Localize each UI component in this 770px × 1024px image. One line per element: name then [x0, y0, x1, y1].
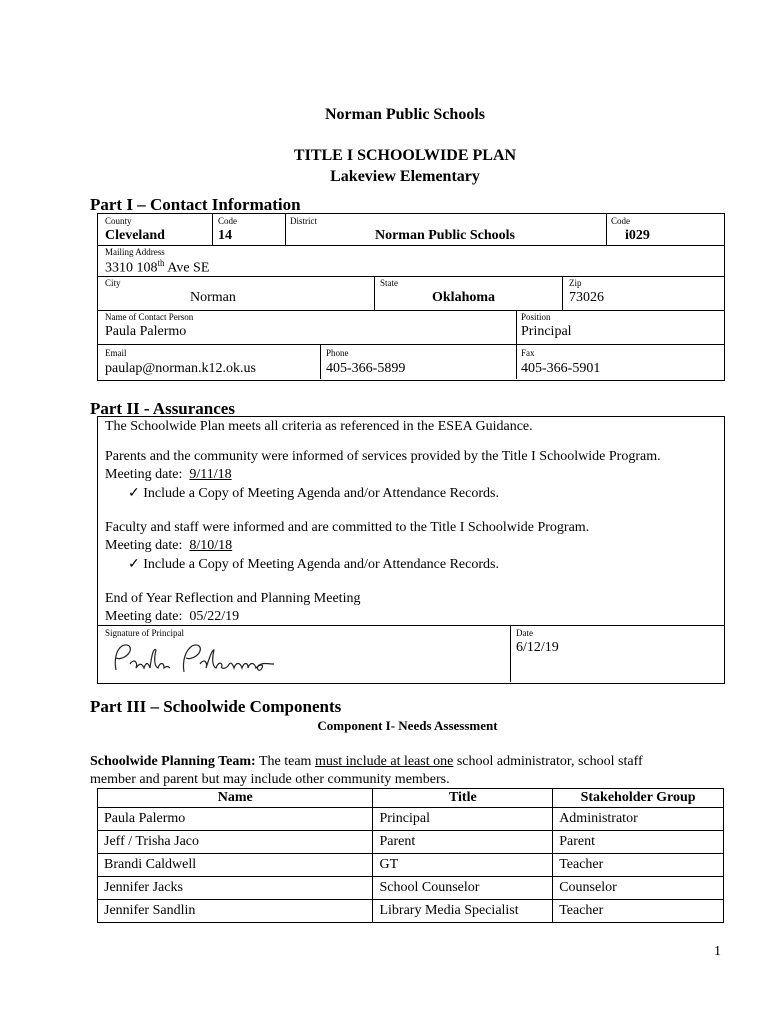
cell-group: Teacher [553, 854, 724, 877]
cell-title: Principal [373, 808, 553, 831]
assurance-line-4: End of Year Reflection and Planning Meeting [105, 591, 361, 606]
county-code-label: Code [218, 216, 237, 226]
mailing-label: Mailing Address [105, 247, 165, 257]
cell-group: Teacher [553, 900, 724, 923]
county-value: Cleveland [105, 228, 165, 243]
district-label: District [290, 216, 317, 226]
county-code-value: 14 [218, 228, 232, 243]
meeting-date-1: Meeting date: 9/11/18 [105, 467, 232, 482]
email-value: paulap@norman.k12.ok.us [105, 361, 256, 376]
position-label: Position [521, 312, 551, 322]
phone-label: Phone [326, 348, 349, 358]
table-row [98, 900, 724, 923]
column-header-name: Name [98, 789, 373, 808]
email-label: Email [105, 348, 127, 358]
contact-value: Paula Palermo [105, 324, 187, 339]
principal-signature [104, 640, 294, 678]
column-header-title: Title [373, 789, 553, 808]
part2-heading: Part II - Assurances [90, 399, 235, 418]
cell-name: Jennifer Jacks [98, 877, 373, 900]
fax-value: 405-366-5901 [521, 361, 601, 376]
column-header-stakeholder: Stakeholder Group [553, 789, 724, 808]
page-number: 1 [714, 944, 721, 959]
cell-name: Paula Palermo [98, 808, 373, 831]
assurance-line-1: The Schoolwide Plan meets all criteria as referenced in the ESEA Guidance. [105, 419, 533, 434]
cell-title: Parent [373, 831, 553, 854]
county-label: County [105, 216, 132, 226]
table-row [98, 808, 724, 831]
mailing-value: 3310 108th Ave SE [105, 258, 210, 276]
cell-group: Counselor [553, 877, 724, 900]
fax-label: Fax [521, 348, 535, 358]
table-row [98, 831, 724, 854]
part3-heading: Part III – Schoolwide Components [90, 697, 342, 716]
date-label: Date [516, 628, 533, 638]
cell-group: Parent [553, 831, 724, 854]
cell-title: GT [373, 854, 553, 877]
phone-value: 405-366-5899 [326, 361, 406, 376]
date-value: 6/12/19 [516, 640, 559, 655]
school-name: Lakeview Elementary [330, 168, 480, 185]
check-item-2: ✓ Include a Copy of Meeting Agenda and/or Attendance Records. [128, 557, 499, 572]
signature-label: Signature of Principal [105, 628, 184, 638]
district-code-label: Code [611, 216, 630, 226]
team-text-line-2: member and parent but may include other community members. [90, 772, 450, 787]
cell-title: School Counselor [373, 877, 553, 900]
component-heading: Component I- Needs Assessment [317, 718, 498, 733]
cell-name: Jennifer Sandlin [98, 900, 373, 923]
part1-heading: Part I – Contact Information [90, 195, 301, 214]
city-value: Norman [190, 290, 236, 305]
assurance-line-3: Faculty and staff were informed and are committed to the Title I Schoolwide Program. [105, 520, 590, 535]
planning-team-table [97, 788, 724, 923]
org-title: Norman Public Schools [324, 106, 485, 123]
city-label: City [105, 278, 121, 288]
district-code-value: i029 [625, 228, 650, 243]
zip-label: Zip [569, 278, 582, 288]
cell-group: Administrator [553, 808, 724, 831]
state-value: Oklahoma [432, 290, 496, 305]
cell-name: Brandi Caldwell [98, 854, 373, 877]
team-text-line-1: Schoolwide Planning Team: The team must include at least one school administrator, school staff [90, 754, 643, 769]
check-item-1: ✓ Include a Copy of Meeting Agenda and/or Attendance Records. [128, 486, 499, 501]
table-header-row [98, 789, 724, 808]
zip-value: 73026 [569, 290, 604, 305]
table-row [98, 854, 724, 877]
state-label: State [380, 278, 398, 288]
meeting-date-2: Meeting date: 8/10/18 [105, 538, 233, 553]
contact-label: Name of Contact Person [105, 312, 194, 322]
district-value: Norman Public Schools [374, 228, 515, 243]
cell-name: Jeff / Trisha Jaco [98, 831, 373, 854]
meeting-date-3: Meeting date: 05/22/19 [105, 609, 240, 624]
cell-title: Library Media Specialist [373, 900, 553, 923]
assurance-line-2: Parents and the community were informed of services provided by the Title I Schoolwide Program. [105, 449, 661, 464]
plan-title: TITLE I SCHOOLWIDE PLAN [293, 147, 517, 164]
position-value: Principal [521, 324, 572, 339]
table-row [98, 877, 724, 900]
